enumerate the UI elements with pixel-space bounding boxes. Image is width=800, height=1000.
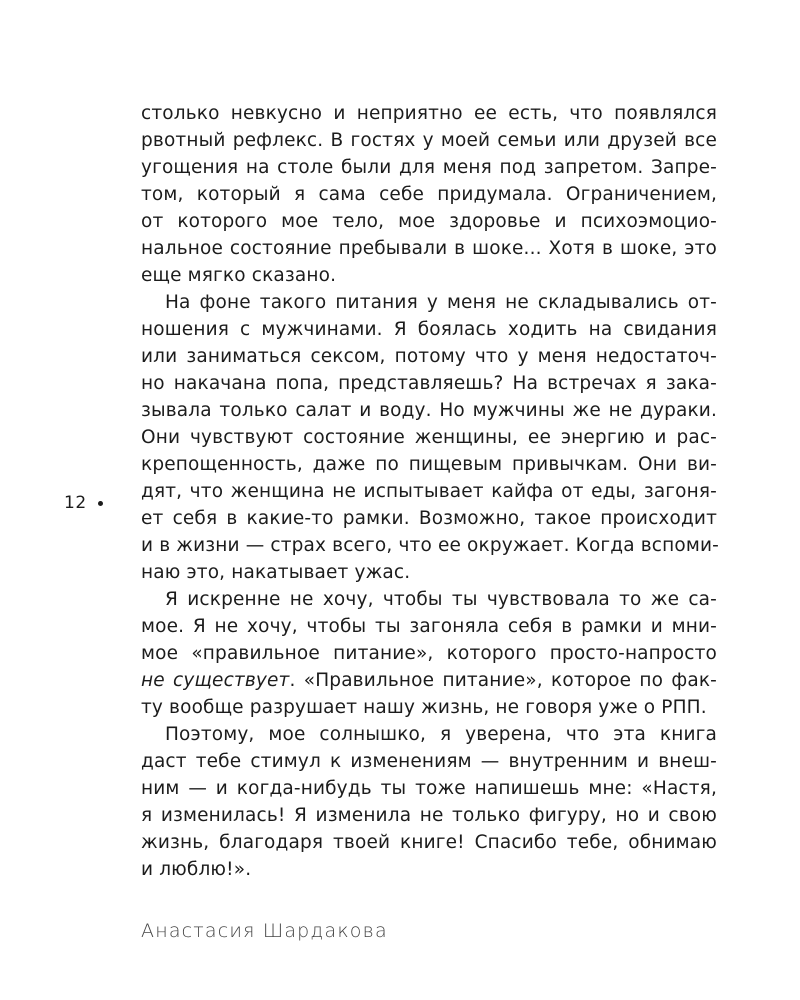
text-line: ним — и когда-нибудь ты тоже напишешь мне: «Настя, [141, 778, 717, 799]
text-line: еще мягко сказано. [141, 265, 337, 286]
text-line: я изменилась! Я изменила не только фигуру, но и свою [141, 805, 717, 826]
text-line: зывала только салат и воду. Но мужчины же не дураки. [141, 400, 717, 421]
text-line: мое. Я не хочу, чтобы ты загоняла себя в рамки и мни- [141, 616, 717, 637]
italic-phrase: не существует [141, 670, 290, 691]
running-footer-author: Анастасия Шардакова [141, 920, 388, 942]
text-line: дят, что женщина не испытывает кайфа от еды, загоня- [141, 481, 717, 502]
text-line: угощения на столе были для меня под запретом. Запре- [141, 157, 717, 178]
text-line: но накачана попа, представляешь? На встречах я зака- [141, 373, 717, 394]
text-line: столько невкусно и неприятно ее есть, что появлялся [141, 103, 717, 124]
text-line: ту вообще разрушает нашу жизнь, не говоря уже о РПП. [141, 697, 707, 718]
text-line: ет себя в какие-то рамки. Возможно, такое происходит [141, 508, 717, 529]
text-line: рвотный рефлекс. В гостях у моей семьи или друзей все [141, 130, 717, 151]
page-number: 12 [64, 493, 87, 513]
text-line: том, который я сама себе придумала. Ограничением, [141, 184, 717, 205]
text-line: Я искренне не хочу, чтобы ты чувствовала то же са- [165, 589, 717, 610]
text-line [141, 667, 717, 694]
text-line: от которого мое тело, мое здоровье и психоэмоцио- [141, 211, 717, 232]
text-line: Они чувствуют состояние женщины, ее энергию и рас- [141, 427, 717, 448]
text-line: и люблю!». [141, 859, 252, 880]
text-line: мое «правильное питание», которого просто-напросто [141, 643, 717, 664]
text-line: даст тебе стимул к изменениям — внутренним и внеш- [141, 751, 717, 772]
text-line: крепощенность, даже по пищевым привычкам. Они ви- [141, 454, 717, 475]
bullet-dot-icon [98, 501, 103, 506]
text-line: Поэтому, мое солнышко, я уверена, что эта книга [165, 724, 717, 745]
text-line: наю это, накатывает ужас. [141, 562, 411, 583]
text-line: На фоне такого питания у меня не складывались от- [165, 292, 717, 313]
body-text [141, 100, 717, 883]
text-line: нальное состояние пребывали в шоке... Хотя в шоке, это [141, 238, 717, 259]
text-line: и в жизни — страх всего, что ее окружает. Когда вспоми- [141, 535, 719, 556]
line-remainder: . «Правильное питание», которое по фак- [289, 670, 717, 691]
text-line: жизнь, благодаря твоей книге! Спасибо тебе, обнимаю [141, 832, 717, 853]
text-line: ношения с мужчинами. Я боялась ходить на свидания [141, 319, 717, 340]
text-line: или заниматься сексом, потому что у меня недостаточ- [141, 346, 717, 367]
